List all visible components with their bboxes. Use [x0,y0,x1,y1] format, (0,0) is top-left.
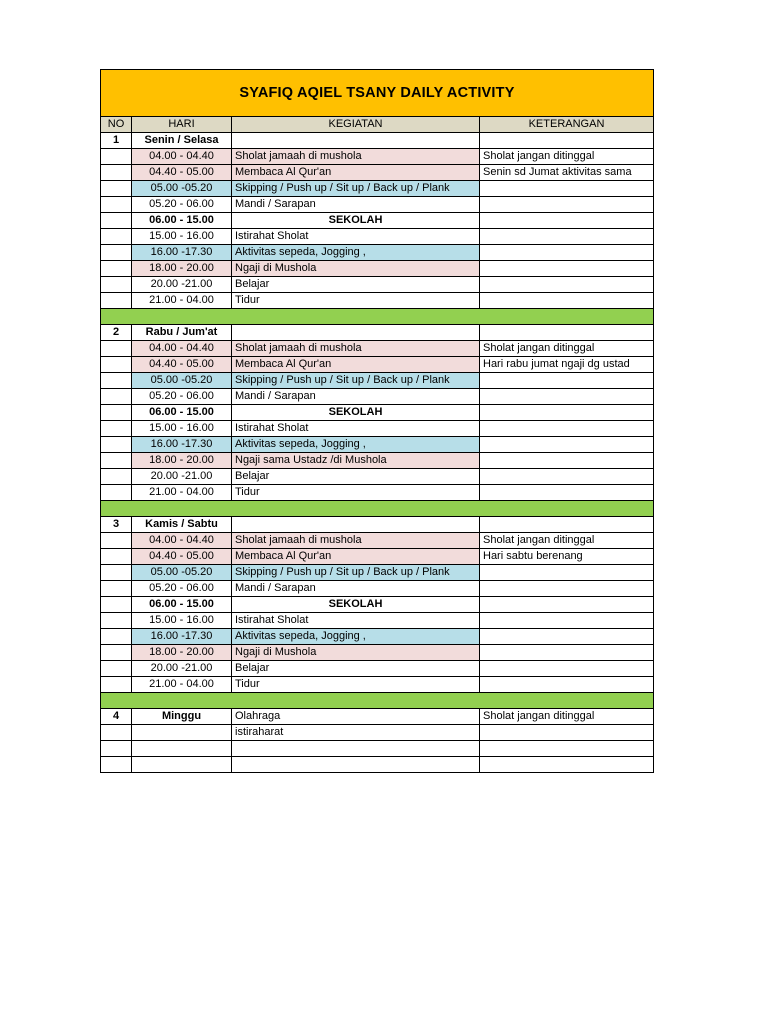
time-cell[interactable]: 06.00 - 15.00 [132,597,232,613]
number-cell[interactable] [101,245,132,261]
table-row [101,293,654,309]
number-cell[interactable] [101,629,132,645]
activity-table [100,69,654,773]
time-cell[interactable]: 21.00 - 04.00 [132,485,232,501]
day-row [101,325,654,341]
number-cell[interactable] [101,453,132,469]
time-cell[interactable]: 20.00 -21.00 [132,661,232,677]
time-cell[interactable]: 04.00 - 04.40 [132,341,232,357]
time-cell[interactable]: 05.00 -05.20 [132,373,232,389]
section-separator [101,501,654,517]
table-row [101,469,654,485]
time-cell[interactable]: 16.00 -17.30 [132,245,232,261]
activity-cell[interactable]: Membaca Al Qur'an [232,165,480,181]
table-row [101,661,654,677]
activity-cell[interactable]: Mandi / Sarapan [232,581,480,597]
note-cell[interactable] [480,485,654,501]
table-row [101,149,654,165]
note-cell[interactable] [480,229,654,245]
number-cell[interactable] [101,533,132,549]
section-separator [101,693,654,709]
table-row [101,405,654,421]
note-cell[interactable] [480,741,654,757]
number-cell[interactable] [101,756,132,772]
note-cell[interactable]: Sholat jangan ditinggal [480,709,654,725]
note-cell[interactable] [480,405,654,421]
note-cell[interactable] [480,453,654,469]
time-cell[interactable]: 05.00 -05.20 [132,565,232,581]
number-cell[interactable] [101,229,132,245]
number-cell[interactable] [101,645,132,661]
table-row [101,677,654,693]
note-cell[interactable] [480,133,654,149]
header-keterangan[interactable]: KETERANGAN [480,117,654,133]
note-cell[interactable] [480,181,654,197]
table-row [101,741,654,757]
time-cell[interactable]: 04.40 - 05.00 [132,549,232,565]
activity-cell[interactable]: Istirahat Sholat [232,613,480,629]
table-row [101,197,654,213]
note-cell[interactable]: Hari rabu jumat ngaji dg ustad [480,357,654,373]
activity-cell[interactable]: Membaca Al Qur'an [232,549,480,565]
table-row [101,421,654,437]
number-cell[interactable] [101,581,132,597]
time-cell[interactable]: 15.00 - 16.00 [132,613,232,629]
activity-cell[interactable]: Tidur [232,677,480,693]
note-cell[interactable] [480,245,654,261]
number-cell[interactable] [101,149,132,165]
activity-cell[interactable] [232,133,480,149]
note-cell[interactable] [480,261,654,277]
number-cell[interactable] [101,261,132,277]
note-cell[interactable] [480,581,654,597]
separator-cell[interactable] [101,693,654,709]
number-cell[interactable] [101,725,132,741]
time-cell[interactable]: 18.00 - 20.00 [132,453,232,469]
separator-cell[interactable] [101,309,654,325]
time-cell[interactable] [132,756,232,772]
activity-cell[interactable]: Membaca Al Qur'an [232,357,480,373]
note-cell[interactable] [480,197,654,213]
note-cell[interactable] [480,645,654,661]
note-cell[interactable] [480,517,654,533]
note-cell[interactable]: Sholat jangan ditinggal [480,341,654,357]
time-cell[interactable]: 06.00 - 15.00 [132,405,232,421]
note-cell[interactable] [480,597,654,613]
note-cell[interactable]: Sholat jangan ditinggal [480,149,654,165]
activity-cell[interactable] [232,756,480,772]
activity-cell[interactable]: Ngaji di Mushola [232,261,480,277]
activity-cell[interactable]: Skipping / Push up / Sit up / Back up / Plank [232,373,480,389]
table-row [101,581,654,597]
time-cell[interactable]: 04.00 - 04.40 [132,149,232,165]
activity-cell[interactable]: Istirahat Sholat [232,229,480,245]
number-cell[interactable] [101,437,132,453]
table-row [101,165,654,181]
number-cell[interactable] [101,613,132,629]
number-cell[interactable] [101,293,132,309]
day-cell[interactable]: Minggu [132,709,232,725]
table-row [101,261,654,277]
activity-cell[interactable]: Olahraga [232,709,480,725]
note-cell[interactable] [480,613,654,629]
activity-cell[interactable]: SEKOLAH [232,213,480,229]
time-cell[interactable]: 05.20 - 06.00 [132,581,232,597]
table-row [101,613,654,629]
activity-cell[interactable]: Ngaji sama Ustadz /di Mushola [232,453,480,469]
table-row [101,213,654,229]
header-row [101,117,654,133]
number-cell[interactable] [101,661,132,677]
time-cell[interactable]: 21.00 - 04.00 [132,293,232,309]
note-cell[interactable] [480,725,654,741]
note-cell[interactable] [480,677,654,693]
note-cell[interactable] [480,325,654,341]
table-row [101,389,654,405]
time-cell[interactable]: 04.00 - 04.40 [132,533,232,549]
header-kegiatan[interactable]: KEGIATAN [232,117,480,133]
activity-cell[interactable]: Mandi / Sarapan [232,389,480,405]
title-row [101,70,654,117]
number-cell[interactable] [101,469,132,485]
day-row [101,517,654,533]
activity-cell[interactable]: Belajar [232,661,480,677]
day-cell[interactable]: Kamis / Sabtu [132,517,232,533]
activity-cell[interactable]: istiraharat [232,725,480,741]
note-cell[interactable]: Senin sd Jumat aktivitas sama [480,165,654,181]
note-cell[interactable]: Hari sabtu berenang [480,549,654,565]
note-cell[interactable] [480,373,654,389]
table-row [101,533,654,549]
section-number-cell[interactable]: 3 [101,517,132,533]
number-cell[interactable] [101,741,132,757]
note-cell[interactable] [480,437,654,453]
table-row [101,725,654,741]
activity-cell[interactable]: Sholat jamaah di mushola [232,149,480,165]
table-row [101,373,654,389]
header-no[interactable]: NO [101,117,132,133]
table-row [101,565,654,581]
time-cell[interactable]: 05.20 - 06.00 [132,197,232,213]
number-cell[interactable] [101,341,132,357]
number-cell[interactable] [101,677,132,693]
table-row [101,453,654,469]
table-row [101,597,654,613]
table-row [101,181,654,197]
day-cell[interactable]: Rabu / Jum'at [132,325,232,341]
time-cell[interactable] [132,725,232,741]
note-cell[interactable] [480,277,654,293]
activity-cell[interactable]: SEKOLAH [232,405,480,421]
section-number-cell[interactable]: 1 [101,133,132,149]
number-cell[interactable] [101,389,132,405]
table-row [101,709,654,725]
time-cell[interactable]: 15.00 - 16.00 [132,421,232,437]
activity-cell[interactable] [232,517,480,533]
time-cell[interactable]: 16.00 -17.30 [132,437,232,453]
time-cell[interactable]: 20.00 -21.00 [132,469,232,485]
activity-cell[interactable]: Istirahat Sholat [232,421,480,437]
activity-cell[interactable]: Aktivitas sepeda, Jogging , [232,245,480,261]
activity-cell[interactable]: Mandi / Sarapan [232,197,480,213]
activity-cell[interactable]: Ngaji di Mushola [232,645,480,661]
table-row [101,629,654,645]
number-cell[interactable] [101,373,132,389]
table-row [101,341,654,357]
activity-cell[interactable]: SEKOLAH [232,597,480,613]
activity-cell[interactable]: Skipping / Push up / Sit up / Back up / Plank [232,565,480,581]
table-row [101,229,654,245]
time-cell[interactable]: 05.00 -05.20 [132,181,232,197]
number-cell[interactable] [101,549,132,565]
activity-cell[interactable]: Belajar [232,277,480,293]
note-cell[interactable]: Sholat jangan ditinggal [480,533,654,549]
header-hari[interactable]: HARI [132,117,232,133]
table-row [101,277,654,293]
time-cell[interactable]: 18.00 - 20.00 [132,645,232,661]
time-cell[interactable]: 04.40 - 05.00 [132,165,232,181]
number-cell[interactable] [101,405,132,421]
activity-cell[interactable]: Skipping / Push up / Sit up / Back up / Plank [232,181,480,197]
activity-cell[interactable]: Tidur [232,293,480,309]
activity-cell[interactable] [232,325,480,341]
table-row [101,756,654,772]
table-row [101,485,654,501]
note-cell[interactable] [480,389,654,405]
note-cell[interactable] [480,629,654,645]
note-cell[interactable] [480,421,654,437]
note-cell[interactable] [480,756,654,772]
table-row [101,245,654,261]
number-cell[interactable] [101,357,132,373]
time-cell[interactable]: 05.20 - 06.00 [132,389,232,405]
number-cell[interactable] [101,181,132,197]
time-cell[interactable] [132,741,232,757]
number-cell[interactable] [101,485,132,501]
activity-cell[interactable]: Tidur [232,485,480,501]
number-cell[interactable] [101,197,132,213]
separator-cell[interactable] [101,501,654,517]
note-cell[interactable] [480,213,654,229]
activity-cell[interactable]: Belajar [232,469,480,485]
table-row [101,645,654,661]
number-cell[interactable] [101,565,132,581]
activity-cell[interactable] [232,741,480,757]
note-cell[interactable] [480,565,654,581]
sheet-title[interactable]: SYAFIQ AQIEL TSANY DAILY ACTIVITY [101,70,654,117]
time-cell[interactable]: 15.00 - 16.00 [132,229,232,245]
time-cell[interactable]: 06.00 - 15.00 [132,213,232,229]
number-cell[interactable] [101,421,132,437]
section-number-cell[interactable]: 4 [101,709,132,725]
day-row [101,133,654,149]
table-row [101,437,654,453]
number-cell[interactable] [101,277,132,293]
time-cell[interactable]: 20.00 -21.00 [132,277,232,293]
spreadsheet [100,69,653,773]
table-row [101,549,654,565]
activity-cell[interactable]: Aktivitas sepeda, Jogging , [232,437,480,453]
time-cell[interactable]: 18.00 - 20.00 [132,261,232,277]
section-separator [101,309,654,325]
number-cell[interactable] [101,597,132,613]
activity-cell[interactable]: Aktivitas sepeda, Jogging , [232,629,480,645]
activity-cell[interactable]: Sholat jamaah di mushola [232,533,480,549]
time-cell[interactable]: 04.40 - 05.00 [132,357,232,373]
time-cell[interactable]: 21.00 - 04.00 [132,677,232,693]
time-cell[interactable]: 16.00 -17.30 [132,629,232,645]
table-row [101,357,654,373]
number-cell[interactable] [101,165,132,181]
note-cell[interactable] [480,293,654,309]
day-cell[interactable]: Senin / Selasa [132,133,232,149]
note-cell[interactable] [480,469,654,485]
activity-cell[interactable]: Sholat jamaah di mushola [232,341,480,357]
section-number-cell[interactable]: 2 [101,325,132,341]
number-cell[interactable] [101,213,132,229]
note-cell[interactable] [480,661,654,677]
